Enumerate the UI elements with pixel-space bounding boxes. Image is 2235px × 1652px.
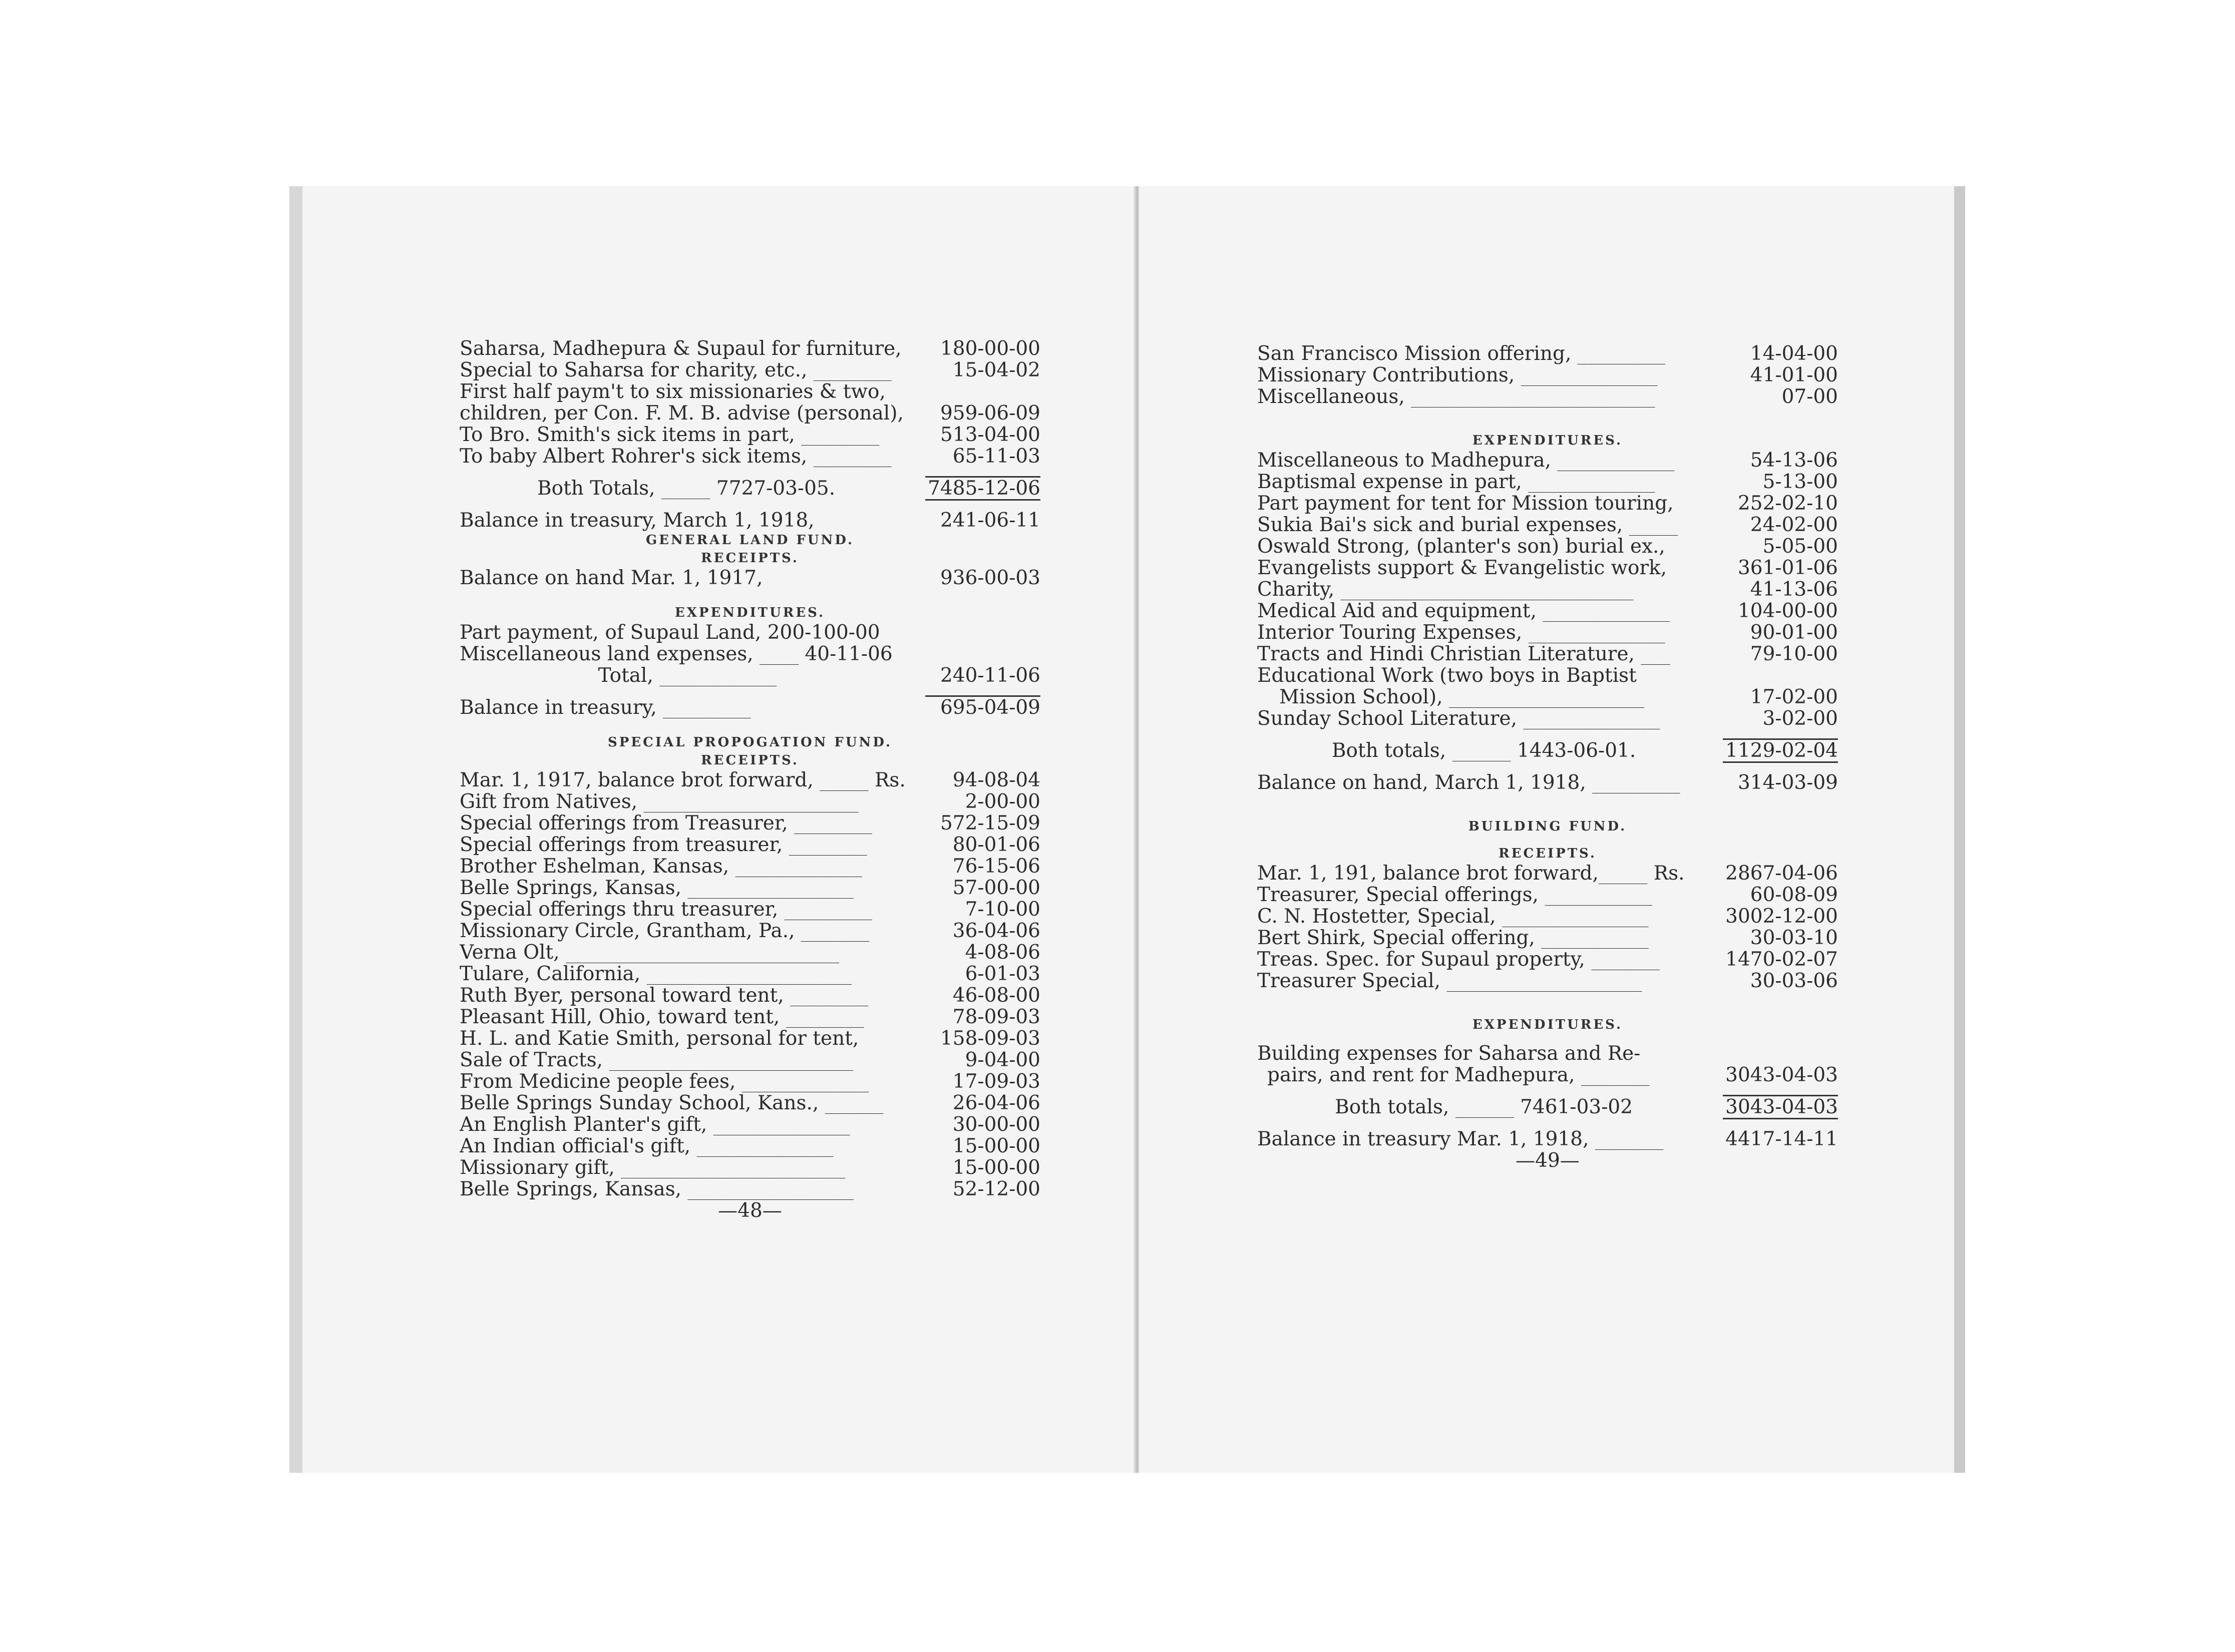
balance-amount: 936-00-03 xyxy=(940,567,1040,589)
page-number: —48— xyxy=(718,1199,782,1222)
ledger-text: Special to Saharsa for charity, etc., ________ xyxy=(460,359,892,381)
ledger-text: Special offerings from treasurer, ________ xyxy=(460,834,867,856)
ledger-text: Part payment, of Supaul Land, 200-100-00 xyxy=(460,622,880,643)
ledger-amount: 959-06-09 xyxy=(940,402,1040,425)
ledger-row xyxy=(1257,343,1838,364)
both-totals-row xyxy=(1257,740,1838,761)
ledger-row xyxy=(460,769,1040,791)
ledger-text: Part payment for tent for Mission touring, xyxy=(1257,493,1674,514)
ledger-text: Brother Eshelman, Kansas, _____________ xyxy=(460,856,863,877)
ledger-amount: 52-12-00 xyxy=(952,1178,1040,1200)
ledger-text: Tracts and Hindi Christian Literature, ___ xyxy=(1257,643,1670,665)
total-amount: 240-11-06 xyxy=(940,664,1040,687)
ledger-row xyxy=(1257,536,1838,557)
section-heading: SPECIAL PROPOGATION FUND. xyxy=(607,735,892,750)
ledger-row xyxy=(460,424,1040,446)
ledger-amount: 7-10-00 xyxy=(965,898,1040,921)
ledger-text: children, per Con. F. M. B. advise (personal), xyxy=(460,402,904,424)
balance-row xyxy=(1257,772,1838,793)
ledger-text: Belle Springs Sunday School, Kans., ______ xyxy=(460,1092,884,1114)
section-subheading: EXPENDITURES. xyxy=(1472,1017,1623,1032)
left-items-1 xyxy=(460,338,1040,467)
ledger-text: Educational Work (two boys in Baptist xyxy=(1257,665,1637,686)
ledger-row xyxy=(1257,622,1838,643)
ledger-text: Mission School), ____________________ xyxy=(1279,686,1645,708)
total-label: Total, ____________ xyxy=(598,665,777,686)
ledger-amount: 17-02-00 xyxy=(1750,686,1838,708)
ledger-row xyxy=(1257,1043,1838,1064)
ledger-row xyxy=(460,834,1040,856)
right-items-3 xyxy=(1257,863,1838,992)
ledger-text: Missionary gift, _______________________ xyxy=(460,1157,846,1178)
ledger-row xyxy=(1257,665,1838,686)
ledger-row xyxy=(1257,386,1838,407)
ledger-row xyxy=(1257,1064,1838,1086)
balance-amount: 4417-14-11 xyxy=(1725,1128,1838,1150)
ledger-amount: 07-00 xyxy=(1781,385,1838,408)
ledger-amount: 79-10-00 xyxy=(1750,643,1838,665)
ledger-row xyxy=(1257,579,1838,600)
ledger-amount: 4-08-06 xyxy=(965,941,1040,964)
ledger-amount: 180-00-00 xyxy=(940,337,1040,360)
ledger-text: Pleasant Hill, Ohio, toward tent, ________ xyxy=(460,1006,864,1028)
ledger-amount: 60-08-09 xyxy=(1750,884,1838,906)
ledger-text: H. L. and Katie Smith, personal for tent, xyxy=(460,1028,859,1049)
ledger-amount: 30-03-10 xyxy=(1750,927,1838,949)
ledger-text: Bert Shirk, Special offering, ___________ xyxy=(1257,927,1649,949)
ledger-row xyxy=(460,963,1040,985)
ledger-row xyxy=(460,1049,1040,1071)
ledger-row xyxy=(1257,970,1838,992)
section-subheading: EXPENDITURES. xyxy=(674,605,826,620)
ledger-row xyxy=(1257,600,1838,622)
ledger-text: Gift from Natives, ______________________ xyxy=(460,791,859,812)
both-totals-label: Both totals, ______ 1443-06-01. xyxy=(1331,740,1636,761)
ledger-amount: 1470-02-07 xyxy=(1725,948,1838,971)
ledger-row xyxy=(1257,450,1838,471)
ledger-amount: 57-00-00 xyxy=(952,877,1040,899)
section-subheading: EXPENDITURES. xyxy=(1472,433,1623,448)
ledger-text: Sukia Bai's sick and burial expenses, _____ xyxy=(1257,514,1678,536)
ledger-amount: 65-11-03 xyxy=(952,445,1040,468)
ledger-text: C. N. Hostetter, Special, _______________ xyxy=(1257,906,1649,927)
balance-label: Balance on hand, March 1, 1918, _________ xyxy=(1257,772,1680,793)
ledger-amount: 3002-12-00 xyxy=(1725,905,1838,928)
ledger-row xyxy=(1257,557,1838,579)
section-subheading: RECEIPTS. xyxy=(1499,846,1597,861)
ledger-amount: 9-04-00 xyxy=(965,1049,1040,1071)
ledger-text: Special offerings thru treasurer, _________ xyxy=(460,899,873,920)
ledger-amount: 6-01-03 xyxy=(965,963,1040,985)
ledger-text: Missionary Contributions, ______________ xyxy=(1257,364,1658,386)
ledger-row xyxy=(1257,514,1838,536)
balance-row xyxy=(460,510,1040,531)
ledger-text: Medical Aid and equipment, _____________ xyxy=(1257,600,1670,622)
ledger-text: Belle Springs, Kansas, _________________ xyxy=(460,1178,854,1200)
ledger-amount: 5-05-00 xyxy=(1762,535,1838,558)
ledger-row xyxy=(1257,906,1838,927)
balance-label: Balance in treasury, March 1, 1918, xyxy=(460,510,815,531)
ledger-text: First half paym't to six missionaries & two, xyxy=(460,381,886,402)
total-row xyxy=(460,665,1040,686)
ledger-text: Treasurer, Special offerings, ___________ xyxy=(1257,884,1652,906)
ledger-row xyxy=(1257,708,1838,729)
ledger-row xyxy=(460,1092,1040,1114)
balance-row xyxy=(1257,1128,1838,1150)
ledger-text: An English Planter's gift, ______________ xyxy=(460,1114,850,1135)
ledger-amount: 41-01-00 xyxy=(1750,364,1838,386)
ledger-text: Saharsa, Madhepura & Supaul for furniture, xyxy=(460,338,902,359)
ledger-amount: 513-04-00 xyxy=(940,424,1040,446)
ledger-row xyxy=(460,791,1040,812)
right-items-2 xyxy=(1257,450,1838,729)
ledger-amount: 3043-04-03 xyxy=(1725,1064,1838,1086)
ledger-text: Oswald Strong, (planter's son) burial ex., xyxy=(1257,536,1665,557)
ledger-text: From Medicine people fees, _____________ xyxy=(460,1071,869,1092)
ledger-amount: 46-08-00 xyxy=(952,984,1040,1007)
ledger-amount: 26-04-06 xyxy=(952,1092,1040,1114)
ledger-text: Sunday School Literature, ______________ xyxy=(1257,708,1660,729)
ledger-row xyxy=(1257,643,1838,665)
ledger-text: An Indian official's gift, ______________ xyxy=(460,1135,834,1157)
both-totals-row xyxy=(1257,1096,1838,1118)
ledger-text: Mar. 1, 191, balance brot forward,_____ Rs. xyxy=(1257,863,1685,884)
ledger-row xyxy=(460,622,1040,643)
ledger-amount: 17-09-03 xyxy=(952,1070,1040,1093)
ledger-row xyxy=(460,1178,1040,1200)
ledger-row xyxy=(1257,884,1838,906)
ledger-row xyxy=(460,856,1040,877)
ledger-row xyxy=(460,920,1040,942)
ledger-amount: 158-09-03 xyxy=(940,1027,1040,1050)
ledger-text: To Bro. Smith's sick items in part, ________ xyxy=(460,424,880,446)
ledger-amount: 90-01-00 xyxy=(1750,621,1838,644)
ledger-row xyxy=(460,402,1040,424)
ledger-amount: 15-00-00 xyxy=(952,1135,1040,1157)
ledger-amount: 76-15-06 xyxy=(952,855,1040,878)
ledger-row xyxy=(460,942,1040,963)
both-totals-amount: 7485-12-06 xyxy=(928,477,1040,500)
ledger-amount: 80-01-06 xyxy=(952,834,1040,856)
ledger-text: Mar. 1, 1917, balance brot forward, _____ Rs. xyxy=(460,769,906,791)
ledger-amount: 572-15-09 xyxy=(940,812,1040,835)
ledger-text: Miscellaneous land expenses, ____ 40-11-06 xyxy=(460,643,893,665)
ledger-amount: 54-13-06 xyxy=(1750,449,1838,472)
ledger-row xyxy=(460,985,1040,1006)
both-totals-amount: 1129-02-04 xyxy=(1725,739,1838,762)
ledger-row xyxy=(1257,686,1838,708)
ledger-row xyxy=(460,643,1040,665)
balance-label: Balance in treasury Mar. 1, 1918, _______ xyxy=(1257,1128,1664,1150)
ledger-amount: 30-03-06 xyxy=(1750,970,1838,992)
ledger-amount: 94-08-04 xyxy=(952,769,1040,791)
ledger-amount: 104-00-00 xyxy=(1737,600,1838,622)
ledger-text: San Francisco Mission offering, _________ xyxy=(1257,343,1666,364)
both-totals-label: Both totals, ______ 7461-03-02 xyxy=(1335,1096,1633,1118)
balance-label: Balance in treasury, _________ xyxy=(460,697,751,718)
ledger-amount: 5-13-00 xyxy=(1762,471,1838,493)
ledger-text: Interior Touring Expenses, ______________ xyxy=(1257,622,1665,643)
ledger-row xyxy=(1257,927,1838,949)
both-totals-amount: 3043-04-03 xyxy=(1725,1096,1838,1118)
ledger-row xyxy=(460,1028,1040,1049)
section-heading: GENERAL LAND FUND. xyxy=(645,533,855,548)
ledger-text: Tulare, California, _____________________ xyxy=(460,963,852,985)
ledger-amount: 15-00-00 xyxy=(952,1156,1040,1179)
balance-row xyxy=(460,697,1040,718)
ledger-row xyxy=(1257,949,1838,970)
both-totals-row xyxy=(460,478,1040,499)
ledger-row xyxy=(460,899,1040,920)
ledger-text: Miscellaneous, _________________________ xyxy=(1257,386,1655,407)
ledger-text: To baby Albert Rohrer's sick items, ________ xyxy=(460,446,892,467)
balance-row xyxy=(460,567,1040,589)
ledger-text: Special offerings from Treasurer, ________ xyxy=(460,812,873,834)
section-subheading: RECEIPTS. xyxy=(701,753,799,768)
ledger-text: Treas. Spec. for Supaul property, _______ xyxy=(1257,949,1660,970)
ledger-row xyxy=(460,338,1040,359)
ledger-amount: 30-00-00 xyxy=(952,1113,1040,1136)
section-heading: BUILDING FUND. xyxy=(1468,819,1627,834)
ledger-text: Charity, ______________________________ xyxy=(1257,579,1634,600)
ledger-text: Ruth Byer, personal toward tent, ________ xyxy=(460,985,869,1006)
balance-label: Balance on hand Mar. 1, 1917, xyxy=(460,567,763,589)
ledger-row xyxy=(460,812,1040,834)
ledger-row xyxy=(460,877,1040,899)
ledger-row xyxy=(460,1071,1040,1092)
ledger-amount: 2-00-00 xyxy=(965,790,1040,813)
left-items-3 xyxy=(460,769,1040,1200)
ledger-amount: 36-04-06 xyxy=(952,920,1040,942)
ledger-text: Treasurer Special, ____________________ xyxy=(1257,970,1642,992)
ledger-amount: 2867-04-06 xyxy=(1725,862,1838,885)
ledger-text: Sale of Tracts, _________________________ xyxy=(460,1049,853,1071)
ledger-text: Baptismal expense in part, _____________ xyxy=(1257,471,1655,493)
ledger-row xyxy=(460,1006,1040,1028)
ledger-row xyxy=(1257,471,1838,493)
ledger-text: Evangelists support & Evangelistic work, xyxy=(1257,557,1667,579)
balance-amount: 241-06-11 xyxy=(940,509,1040,532)
ledger-row xyxy=(1257,493,1838,514)
ledger-amount: 14-04-00 xyxy=(1750,342,1838,365)
ledger-text: pairs, and rent for Madhepura, _______ xyxy=(1267,1064,1650,1086)
left-page xyxy=(289,186,1152,1473)
ledger-row xyxy=(460,359,1040,381)
ledger-amount: 3-02-00 xyxy=(1762,707,1838,730)
both-totals-label: Both Totals, _____ 7727-03-05. xyxy=(537,478,836,499)
ledger-row xyxy=(460,1135,1040,1157)
ledger-row xyxy=(460,1157,1040,1178)
ledger-row xyxy=(1257,364,1838,386)
ledger-row xyxy=(460,446,1040,467)
ledger-amount: 41-13-06 xyxy=(1750,578,1838,601)
ledger-text: Building expenses for Saharsa and Re- xyxy=(1257,1043,1641,1064)
right-page xyxy=(1139,186,1965,1473)
ledger-row xyxy=(460,1114,1040,1135)
ledger-text: Belle Springs, Kansas, _________________ xyxy=(460,877,854,899)
section-subheading: RECEIPTS. xyxy=(701,551,799,566)
ledger-amount: 361-01-06 xyxy=(1737,557,1838,579)
ledger-text: Miscellaneous to Madhepura, ____________ xyxy=(1257,450,1675,471)
ledger-row xyxy=(1257,863,1838,884)
ledger-amount: 252-02-10 xyxy=(1737,492,1838,515)
ledger-amount: 24-02-00 xyxy=(1750,514,1838,536)
left-page-content xyxy=(460,338,1040,1221)
ledger-amount: 15-04-02 xyxy=(952,359,1040,381)
ledger-text: Verna Olt, ____________________________ xyxy=(460,942,839,963)
right-page-content xyxy=(1257,343,1838,1171)
ledger-row xyxy=(460,381,1040,402)
balance-amount: 695-04-09 xyxy=(940,696,1040,719)
page-number: —49— xyxy=(1516,1149,1580,1172)
balance-amount: 314-03-09 xyxy=(1737,771,1838,794)
ledger-text: Missionary Circle, Grantham, Pa., _______ xyxy=(460,920,870,942)
ledger-amount: 78-09-03 xyxy=(952,1006,1040,1028)
